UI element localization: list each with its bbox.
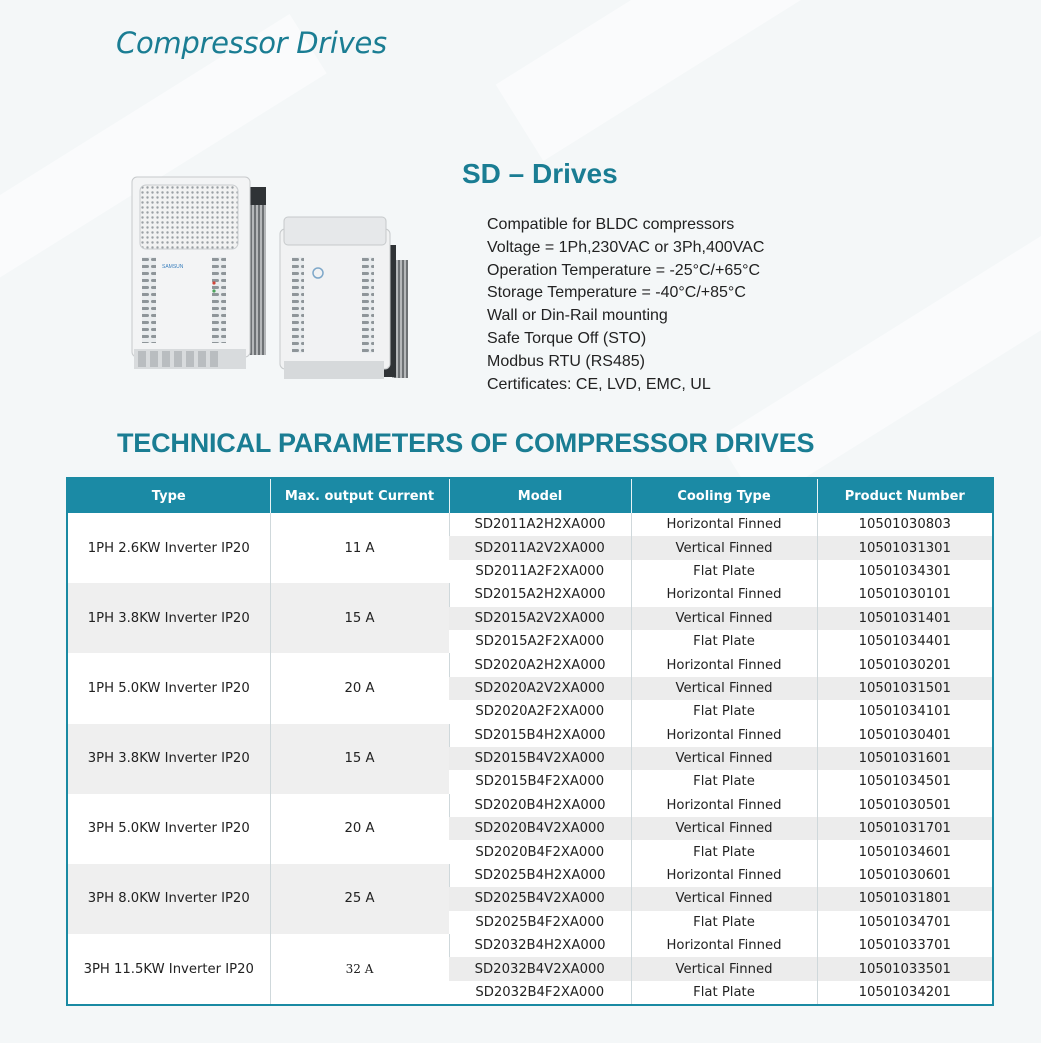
cooling-type-cell: Flat Plate xyxy=(631,700,817,723)
model-cell: SD2032B4H2XA000 xyxy=(449,934,631,957)
model-cell: SD2015A2F2XA000 xyxy=(449,630,631,653)
model-cell: SD2025B4V2XA000 xyxy=(449,887,631,910)
cooling-type-cell: Horizontal Finned xyxy=(631,794,817,817)
cooling-type-cell: Vertical Finned xyxy=(631,817,817,840)
cooling-type-cell: Vertical Finned xyxy=(631,747,817,770)
table-row xyxy=(67,583,993,606)
model-cell: SD2015A2H2XA000 xyxy=(449,583,631,606)
column-header-type: Type xyxy=(67,478,270,513)
cooling-type-cell: Flat Plate xyxy=(631,911,817,934)
product-number-cell: 10501033701 xyxy=(817,934,993,957)
current-cell: 20 A xyxy=(270,653,449,723)
product-number-cell: 10501031601 xyxy=(817,747,993,770)
current-cell: 15 A xyxy=(270,724,449,794)
cooling-type-cell: Horizontal Finned xyxy=(631,724,817,747)
section-heading: TECHNICAL PARAMETERS OF COMPRESSOR DRIVES xyxy=(117,428,815,458)
product-number-cell: 10501034601 xyxy=(817,840,993,863)
product-number-cell: 10501030401 xyxy=(817,724,993,747)
model-cell: SD2015B4F2XA000 xyxy=(449,770,631,793)
current-cell: 15 A xyxy=(270,583,449,653)
spec-item: Compatible for BLDC compressors xyxy=(487,216,735,233)
current-cell: 32 A xyxy=(270,934,449,1005)
model-cell: SD2015B4V2XA000 xyxy=(449,747,631,770)
cooling-type-cell: Flat Plate xyxy=(631,560,817,583)
cooling-type-cell: Flat Plate xyxy=(631,630,817,653)
model-cell: SD2020A2F2XA000 xyxy=(449,700,631,723)
parameters-table xyxy=(66,477,994,1006)
type-cell: 3PH 8.0KW Inverter IP20 xyxy=(67,864,270,934)
column-header-product-number: Product Number xyxy=(817,478,993,513)
table-row xyxy=(67,724,993,747)
column-header-model: Model xyxy=(449,478,631,513)
spec-item: Certificates: CE, LVD, EMC, UL xyxy=(487,375,711,393)
product-number-cell: 10501034301 xyxy=(817,560,993,583)
product-number-cell: 10501034501 xyxy=(817,770,993,793)
model-cell: SD2032B4F2XA000 xyxy=(449,981,631,1005)
cooling-type-cell: Horizontal Finned xyxy=(631,864,817,887)
current-cell: 25 A xyxy=(270,864,449,934)
spec-item: Modbus RTU (RS485) xyxy=(487,352,645,370)
cooling-type-cell: Horizontal Finned xyxy=(631,583,817,606)
model-cell: SD2032B4V2XA000 xyxy=(449,957,631,980)
current-cell: 20 A xyxy=(270,794,449,864)
product-number-cell: 10501031401 xyxy=(817,607,993,630)
type-cell: 1PH 2.6KW Inverter IP20 xyxy=(67,513,270,583)
table-body xyxy=(67,513,993,1005)
cooling-type-cell: Horizontal Finned xyxy=(631,513,817,536)
spec-item: Voltage = 1Ph,230VAC or 3Ph,400VAC xyxy=(487,238,765,256)
product-number-cell: 10501030501 xyxy=(817,794,993,817)
model-cell: SD2025B4H2XA000 xyxy=(449,864,631,887)
table-header-row xyxy=(67,478,993,513)
product-number-cell: 10501030101 xyxy=(817,583,993,606)
model-cell: SD2020A2H2XA000 xyxy=(449,653,631,676)
table-row xyxy=(67,794,993,817)
model-cell: SD2025B4F2XA000 xyxy=(449,911,631,934)
table-row xyxy=(67,653,993,676)
table-row xyxy=(67,864,993,887)
model-cell: SD2020B4V2XA000 xyxy=(449,817,631,840)
model-cell: SD2015A2V2XA000 xyxy=(449,607,631,630)
product-number-cell: 10501031501 xyxy=(817,677,993,700)
spec-item: Storage Temperature = -40°C/+85°C xyxy=(487,284,746,302)
model-cell: SD2015B4H2XA000 xyxy=(449,724,631,747)
type-cell: 1PH 5.0KW Inverter IP20 xyxy=(67,653,270,723)
cooling-type-cell: Vertical Finned xyxy=(631,887,817,910)
type-cell: 3PH 11.5KW Inverter IP20 xyxy=(67,934,270,1005)
cooling-type-cell: Horizontal Finned xyxy=(631,934,817,957)
cooling-type-cell: Vertical Finned xyxy=(631,536,817,559)
model-cell: SD2020A2V2XA000 xyxy=(449,677,631,700)
column-header-current: Max. output Current xyxy=(270,478,449,513)
spec-item: Safe Torque Off (STO) xyxy=(487,329,647,347)
cooling-type-cell: Horizontal Finned xyxy=(631,653,817,676)
type-cell: 1PH 3.8KW Inverter IP20 xyxy=(67,583,270,653)
cooling-type-cell: Vertical Finned xyxy=(631,677,817,700)
model-cell: SD2020B4F2XA000 xyxy=(449,840,631,863)
product-number-cell: 10501034201 xyxy=(817,981,993,1005)
product-image xyxy=(120,165,420,390)
product-number-cell: 10501034101 xyxy=(817,700,993,723)
model-cell: SD2011A2H2XA000 xyxy=(449,513,631,536)
product-number-cell: 10501031801 xyxy=(817,887,993,910)
current-cell: 11 A xyxy=(270,513,449,583)
product-logo-text: SAMSUN xyxy=(162,264,184,270)
model-cell: SD2011A2F2XA000 xyxy=(449,560,631,583)
page-title: Compressor Drives xyxy=(116,26,387,60)
table-row xyxy=(67,934,993,957)
product-number-cell: 10501034401 xyxy=(817,630,993,653)
product-title: SD – Drives xyxy=(462,158,618,189)
cooling-type-cell: Flat Plate xyxy=(631,981,817,1005)
spec-item: Operation Temperature = -25°C/+65°C xyxy=(487,261,761,279)
product-number-cell: 10501031301 xyxy=(817,536,993,559)
product-number-cell: 10501030601 xyxy=(817,864,993,887)
cooling-type-cell: Vertical Finned xyxy=(631,957,817,980)
type-cell: 3PH 3.8KW Inverter IP20 xyxy=(67,724,270,794)
model-cell: SD2011A2V2XA000 xyxy=(449,536,631,559)
cooling-type-cell: Flat Plate xyxy=(631,770,817,793)
spec-item: Wall or Din-Rail mounting xyxy=(487,307,668,325)
model-cell: SD2020B4H2XA000 xyxy=(449,794,631,817)
background-stripe xyxy=(496,0,985,161)
cooling-type-cell: Vertical Finned xyxy=(631,607,817,630)
product-number-cell: 10501031701 xyxy=(817,817,993,840)
cooling-type-cell: Flat Plate xyxy=(631,840,817,863)
spec-list xyxy=(487,214,764,396)
table-row xyxy=(67,513,993,536)
type-cell: 3PH 5.0KW Inverter IP20 xyxy=(67,794,270,864)
product-number-cell: 10501034701 xyxy=(817,911,993,934)
product-number-cell: 10501030201 xyxy=(817,653,993,676)
product-number-cell: 10501033501 xyxy=(817,957,993,980)
column-header-cooling: Cooling Type xyxy=(631,478,817,513)
product-number-cell: 10501030803 xyxy=(817,513,993,536)
